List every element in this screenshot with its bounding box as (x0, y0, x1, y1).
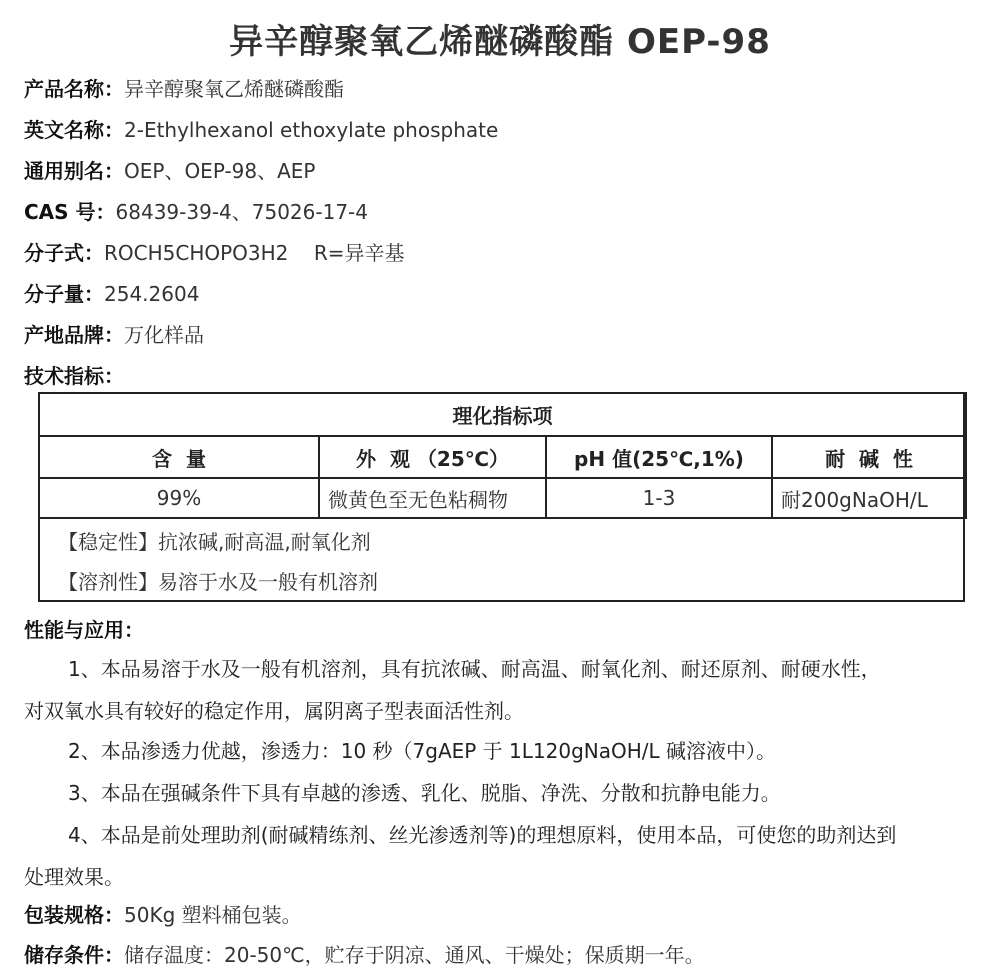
field-formula (24, 239, 405, 267)
column-header-ph: pH 值(25℃,1%) (546, 436, 772, 478)
column-header-content: 含 量 (39, 436, 319, 478)
field-value: 2-Ethylhexanol ethoxylate phosphate (124, 118, 499, 142)
list-item: 1、本品易溶于水及一般有机溶剂，具有抗浓碱、耐高温、耐氧化剂、耐还原剂、耐硬水性， (68, 657, 881, 681)
cell-appearance: 微黄色至无色粘稠物 (319, 478, 546, 518)
field-molecular-weight (24, 280, 199, 308)
list-item-continuation: 处理效果。 (24, 865, 124, 889)
field-label: 通用别名： (24, 159, 124, 183)
field-value: 254.2604 (104, 282, 200, 306)
list-item-continuation: 对双氧水具有较好的稳定作用，属阴离子型表面活性剂。 (24, 699, 524, 723)
field-alias (24, 157, 315, 185)
field-label: 产地品牌： (24, 323, 124, 347)
field-tech-spec (24, 362, 124, 390)
field-storage (24, 941, 705, 969)
field-label: 产品名称： (24, 77, 124, 101)
field-brand (24, 321, 204, 349)
field-label: 分子式： (24, 241, 104, 265)
spec-table (38, 392, 967, 519)
cell-alkali-resistance: 耐200gNaOH/L (772, 478, 966, 518)
field-value: 万化样品 (124, 323, 204, 347)
field-label: 分子量： (24, 282, 104, 306)
performance-item-4 (24, 814, 984, 898)
field-label: 包装规格： (24, 903, 124, 927)
performance-heading (24, 616, 144, 644)
note-solubility: 【溶剂性】易溶于水及一般有机溶剂 (58, 570, 378, 594)
field-packaging (24, 901, 302, 929)
field-value: ROCH5CHOPO3H2 R=异辛基 (104, 241, 405, 265)
list-item: 2、本品渗透力优越，渗透力：10 秒（7gAEP 于 1L120gNaOH/L 碱溶液中）。 (68, 739, 777, 763)
cell-ph: 1-3 (546, 478, 772, 518)
note-stability: 【稳定性】抗浓碱,耐高温,耐氧化剂 (58, 530, 371, 554)
field-value: 异辛醇聚氧乙烯醚磷酸酯 (124, 77, 344, 101)
list-item: 3、本品在强碱条件下具有卓越的渗透、乳化、脱脂、净洗、分散和抗静电能力。 (68, 781, 781, 805)
field-label: 英文名称： (24, 118, 124, 142)
cell-content: 99% (39, 478, 319, 518)
page-title: 异辛醇聚氧乙烯醚磷酸酯 OEP-98 (229, 22, 771, 62)
field-label: 储存条件： (24, 943, 124, 967)
field-product-name (24, 75, 344, 103)
field-english-name (24, 116, 498, 144)
field-label: 技术指标： (24, 364, 124, 388)
field-label: CAS 号： (24, 200, 116, 224)
field-value: OEP、OEP-98、AEP (124, 159, 316, 183)
list-item: 4、本品是前处理助剂(耐碱精练剂、丝光渗透剂等)的理想原料，使用本品，可使您的助剂达到 (68, 823, 897, 847)
field-cas (24, 198, 368, 226)
spec-table-box (38, 392, 965, 602)
column-header-alkali-resistance: 耐 碱 性 (772, 436, 966, 478)
spec-table-header: 理化指标项 (39, 393, 966, 436)
performance-item-2 (24, 730, 984, 772)
table-row (39, 478, 966, 518)
performance-item-3 (24, 772, 984, 814)
field-value: 50Kg 塑料桶包装。 (124, 903, 302, 927)
column-header-appearance: 外 观 （25℃） (319, 436, 546, 478)
field-value: 68439-39-4、75026-17-4 (115, 200, 368, 224)
field-value: 储存温度：20-50℃，贮存于阴凉、通风、干燥处；保质期一年。 (124, 943, 705, 967)
performance-item-1 (24, 648, 984, 732)
section-label: 性能与应用： (24, 618, 144, 642)
